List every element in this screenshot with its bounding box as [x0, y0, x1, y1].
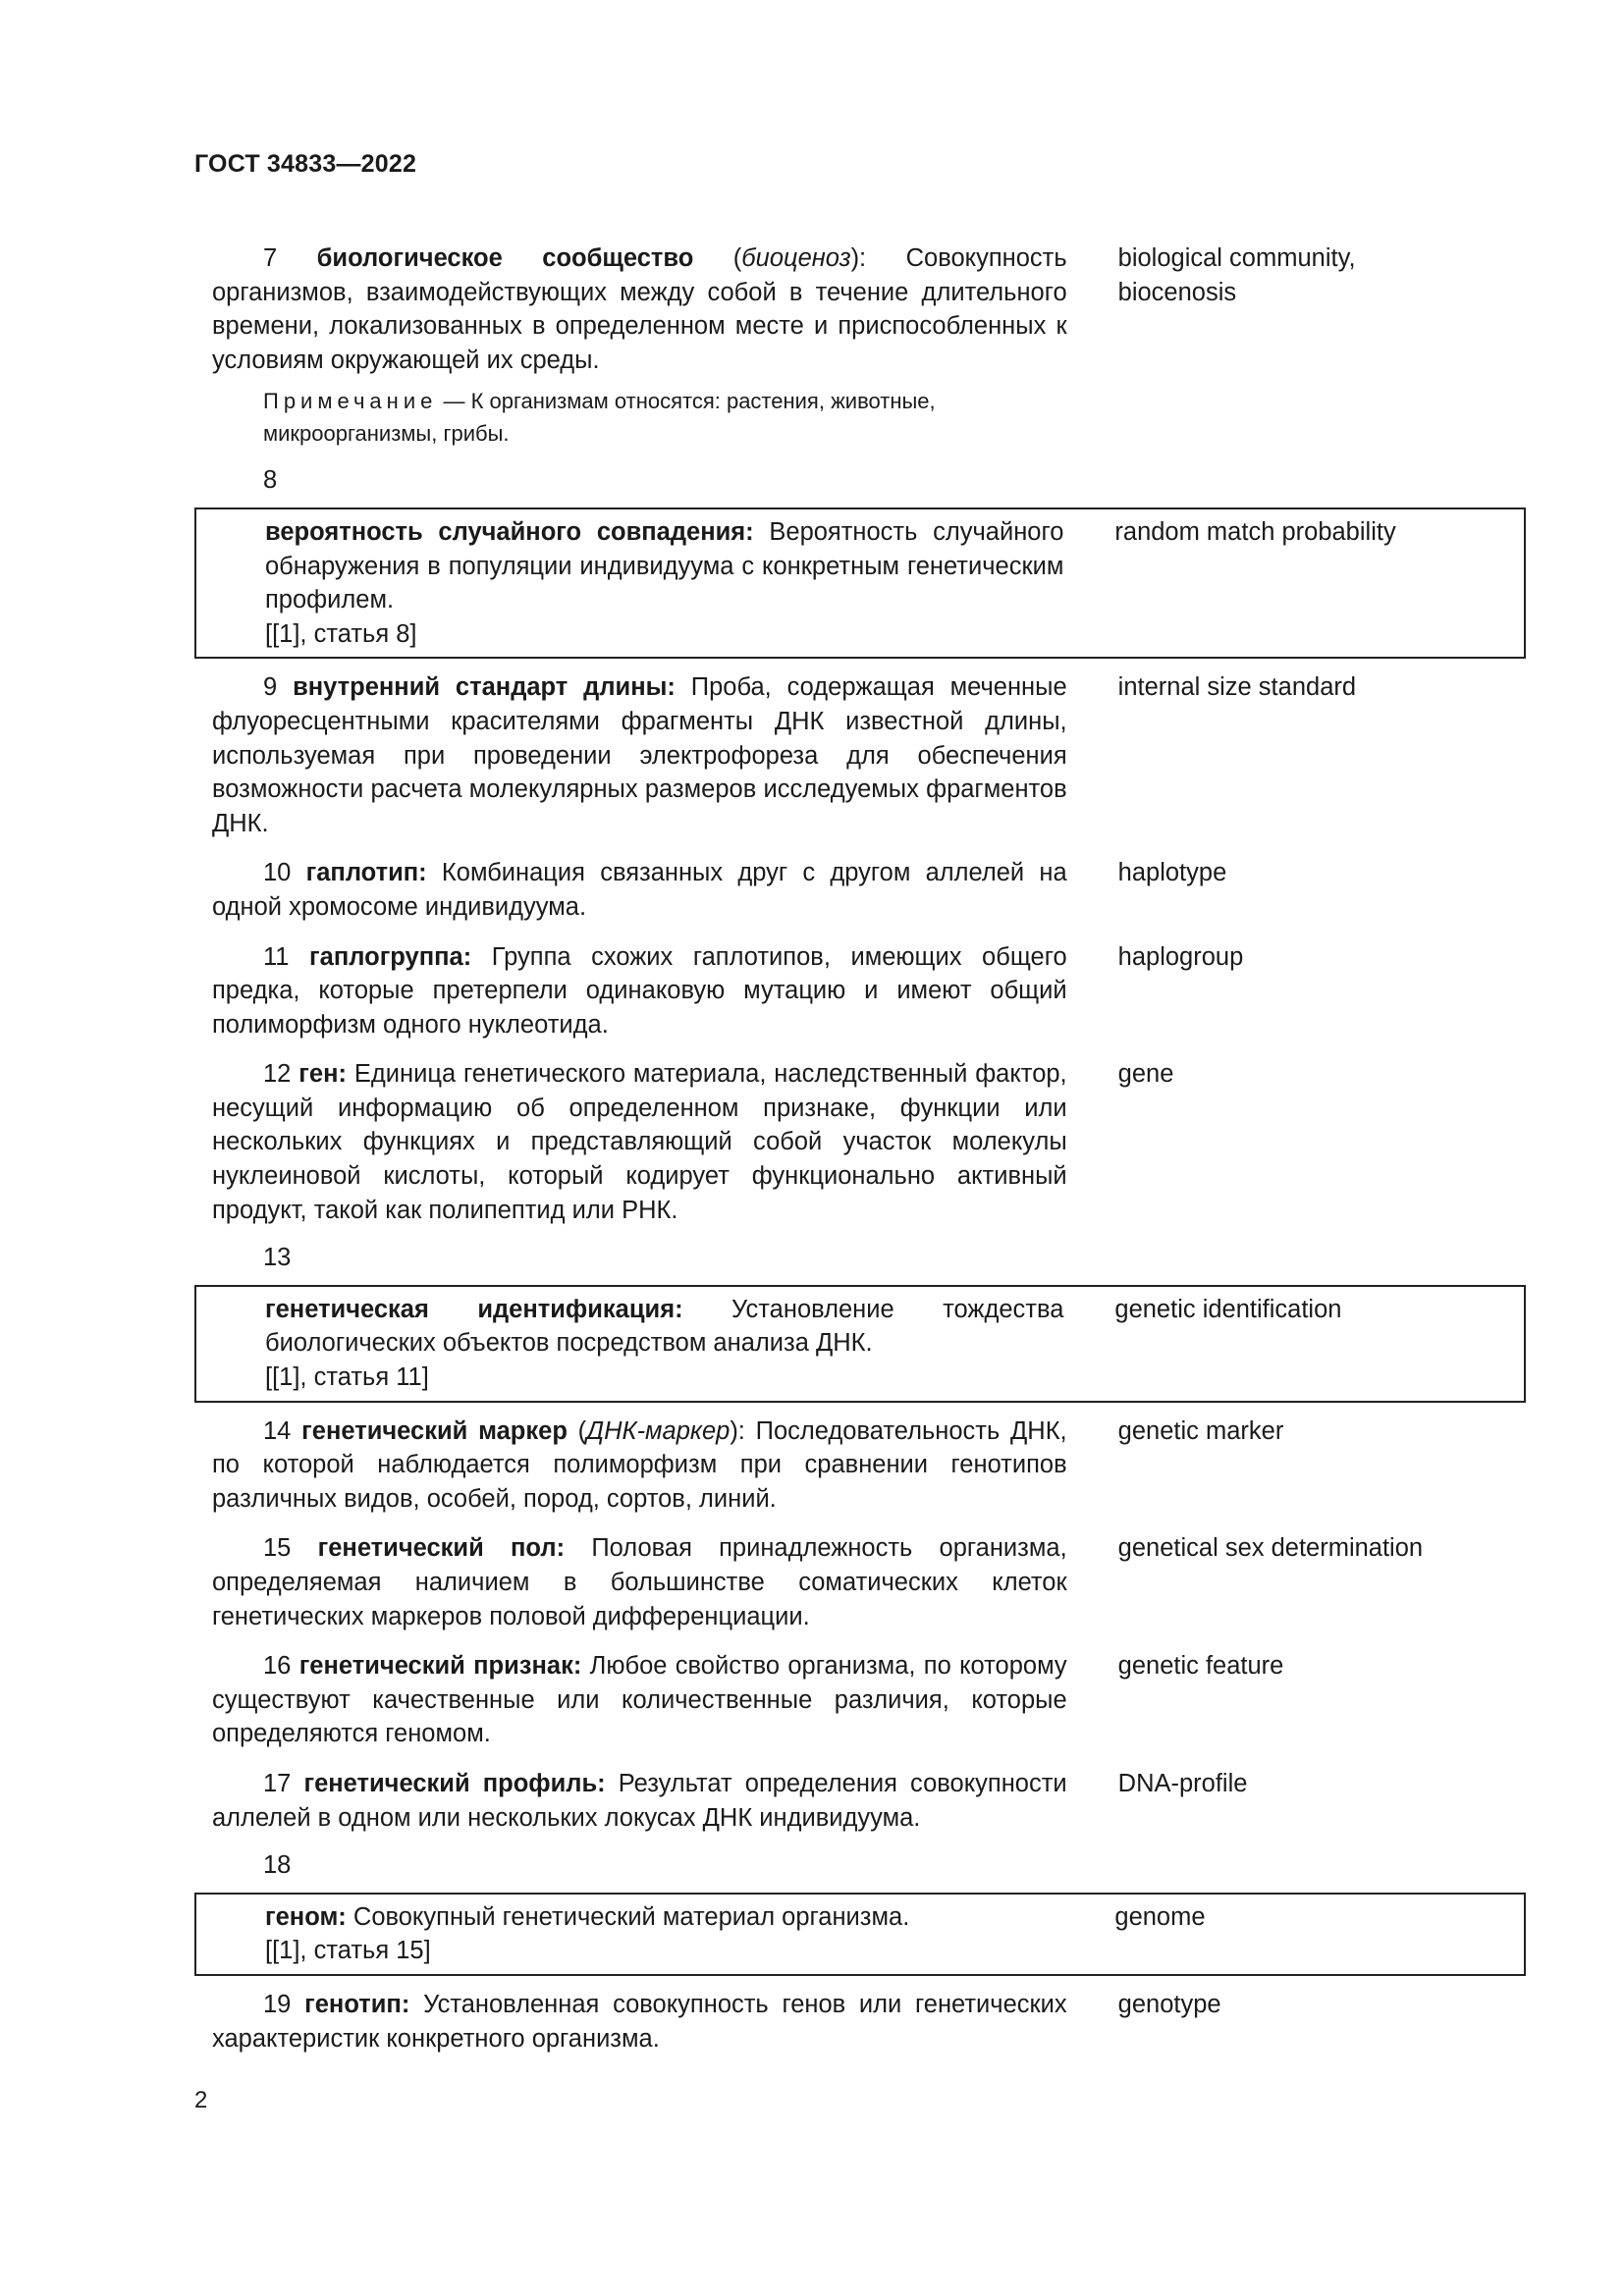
boxed-term-entry-13 [194, 1285, 1526, 1403]
term-number: 16 [263, 1652, 292, 1681]
boxed-term-number: 8 [263, 466, 278, 495]
term-definition: Результат определения совокупности аллелей в одном или нескольких локусах ДНК индивидуума. [212, 1769, 1067, 1832]
term-number: 9 [263, 673, 278, 702]
term-english: genetic identification [1114, 1295, 1342, 1323]
term-english: genetical sex determination [1117, 1534, 1424, 1563]
term-english: haplotype [1117, 859, 1227, 887]
term-english: gene [1117, 1060, 1174, 1089]
term-english: random match probability [1114, 517, 1396, 546]
term-name: ген: [298, 1060, 347, 1089]
term-entry-10 [194, 856, 1530, 924]
term-definition: Установленная совокупность генов или генетических характеристик конкретного организма. [212, 1990, 1067, 2053]
term-english: genome [1114, 1902, 1206, 1931]
term-definition: Проба, содержащая меченные флуоресцентными красителями фрагменты ДНК известной длины, используемая при проведении электрофореза для обеспечения возможности расчета молекулярных размеров исследуемых фрагментов ДНК. [212, 673, 1067, 837]
term-entry-14: 14 генетический маркер (ДНК-маркер): Последовательность ДНК, по которой наблюдается полиморфизм при сравнении генотипов различных видов, особей, пород, сортов, линий. genetic marker [194, 1415, 1530, 1517]
boxed-term-entry-8 [194, 507, 1526, 659]
term-name: внутренний стандарт длины: [293, 673, 676, 702]
term-entry-19 [194, 1988, 1530, 2056]
term-entry-9 [194, 670, 1530, 840]
term-number: 10 [263, 859, 292, 887]
term-entry-11 [194, 940, 1530, 1042]
term-reference: [[1], статья 8] [265, 619, 417, 648]
document-code: ГОСТ 34833—2022 [194, 150, 417, 178]
boxed-term-number: 13 [263, 1244, 292, 1272]
term-reference: [[1], статья 15] [265, 1937, 431, 1965]
term-name: генетическая идентификация: [265, 1295, 683, 1323]
term-entry-16 [194, 1649, 1530, 1751]
term-definition: Последовательность ДНК, по которой наблюдается полиморфизм при сравнении генотипов различных видов, особей, пород, сортов, линий. [212, 1416, 1067, 1513]
term-definition: Группа схожих гаплотипов, имеющих общего предка, которые претерпели одинаковую мутацию и имеют общий полиморфизм одного нуклеотида. [212, 942, 1067, 1039]
term-name: биологическое сообщество [316, 244, 694, 272]
term-english: haplogroup [1117, 942, 1244, 971]
term-name: геном: [265, 1902, 347, 1931]
note-label: Примечание [263, 389, 438, 414]
term-definition: Совокупный генетический материал организма. [346, 1902, 910, 1931]
term-entry-15 [194, 1531, 1530, 1633]
term-entry-17 [194, 1767, 1530, 1835]
term-name: генетический маркер [301, 1416, 568, 1445]
boxed-term-number: 18 [263, 1851, 292, 1880]
term-number: 17 [263, 1769, 292, 1797]
term-english: genetic feature [1117, 1652, 1284, 1681]
term-number: 14 [263, 1416, 292, 1445]
term-name: генотип: [304, 1990, 410, 2018]
term-definition: Установление тождества биологических объектов посредством анализа ДНК. [265, 1295, 1064, 1358]
term-name: генетический пол: [317, 1534, 566, 1563]
term-name: гаплотип: [305, 859, 427, 887]
term-number: 15 [263, 1534, 292, 1563]
terms-list [194, 241, 1530, 2056]
term-english: genotype [1117, 1990, 1221, 2018]
term-entry-7: 7 биологическое сообщество (биоценоз): Совокупность организмов, взаимодействующих между собой в течение длительного времени, локализованных в определенном месте и приспособленных к условиям окружающей их среды. biological community, biocenosis [194, 241, 1530, 377]
term-note [194, 385, 1098, 450]
boxed-term-entry-18 [194, 1893, 1526, 1976]
term-definition: Комбинация связанных друг с другом аллелей на одной хромосоме индивидуума. [212, 859, 1067, 921]
term-english: internal size standard [1117, 673, 1357, 702]
term-english: biological community, biocenosis [1117, 244, 1356, 306]
term-name: генетический признак: [298, 1652, 582, 1681]
term-name: генетический профиль: [303, 1769, 606, 1797]
term-definition: Единица генетического материала, наследственный фактор, несущий информацию об определенном признаке, функции или нескольких функциях и представляющий собой участок молекулы нуклеиновой кислоты, который кодирует функционально активный продукт, такой как полипептид или РНК. [212, 1060, 1067, 1224]
page-number: 2 [194, 2087, 208, 2113]
term-synonym: биоценоз [741, 244, 851, 272]
term-definition: Совокупность организмов, взаимодействующих между собой в течение длительного времени, локализованных в определенном месте и приспособленных к условиям окружающей их среды. [212, 244, 1067, 374]
term-english: DNA-profile [1117, 1769, 1248, 1797]
term-english: genetic marker [1117, 1416, 1284, 1445]
term-synonym: ДНК-маркер [586, 1416, 731, 1445]
term-name: вероятность случайного совпадения: [265, 517, 754, 546]
term-number: 12 [263, 1060, 292, 1089]
term-number: 11 [263, 942, 290, 971]
note-text: — К организмам относятся: растения, животные, микроорганизмы, грибы. [263, 389, 936, 447]
term-number: 19 [263, 1990, 292, 2018]
term-name: гаплогруппа: [309, 942, 472, 971]
term-entry-12 [194, 1057, 1530, 1227]
term-definition: Вероятность случайного обнаружения в популяции индивидуума с конкретным генетическим профилем. [265, 517, 1064, 614]
term-reference: [[1], статья 11] [265, 1363, 429, 1392]
term-definition: Любое свойство организма, по которому существуют качественные или количественные различия, которые определяются геномом. [212, 1652, 1067, 1748]
term-definition: Половая принадлежность организма, определяемая наличием в большинстве соматических клеток генетических маркеров половой дифференциации. [212, 1534, 1067, 1630]
term-number: 7 [263, 244, 278, 272]
